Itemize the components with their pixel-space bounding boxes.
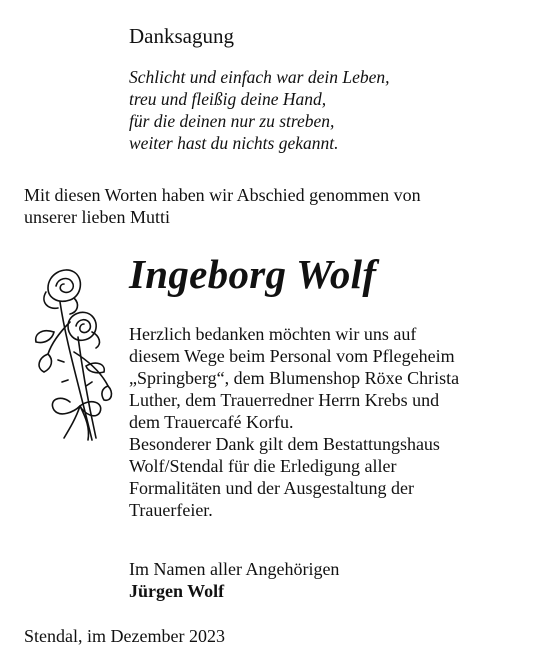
poem-line: treu und fleißig deine Hand, [129, 89, 327, 109]
thanks-line: Trauerfeier. [129, 500, 213, 520]
intro-text [24, 184, 534, 228]
poem-line: für die deinen nur zu streben, [129, 111, 335, 131]
place-date: Stendal, im Dezember 2023 [24, 626, 225, 646]
thanks-line: dem Trauercafé Korfu. [129, 412, 294, 432]
poem-line: Schlicht und einfach war dein Leben, [129, 67, 390, 87]
thanks-line: diesem Wege beim Personal vom Pflegeheim [129, 346, 455, 366]
signature: Jürgen Wolf [129, 581, 225, 601]
thanks-line: Wolf/Stendal für die Erledigung aller [129, 456, 397, 476]
poem-line: weiter hast du nichts gekannt. [129, 133, 339, 153]
heading: Danksagung [129, 24, 234, 48]
poem [129, 66, 390, 154]
thanks-line: Formalitäten und der Ausgestaltung der [129, 478, 414, 498]
thanks-text [129, 323, 529, 521]
closing-block [129, 558, 339, 602]
closing-line: Im Namen aller Angehörigen [129, 559, 340, 579]
intro-line: unserer lieben Mutti [24, 207, 170, 227]
thanks-line: Besonderer Dank gilt dem Bestattungshaus [129, 434, 440, 454]
deceased-name: Ingeborg Wolf [129, 251, 377, 297]
thanks-line: Luther, dem Trauerredner Herrn Krebs und [129, 390, 440, 410]
rose-icon [30, 262, 116, 444]
thanks-line: Herzlich bedanken möchten wir uns auf [129, 324, 417, 344]
intro-line: Mit diesen Worten haben wir Abschied genommen von [24, 185, 421, 205]
thanks-line: „Springberg“, dem Blumenshop Röxe Christa [129, 368, 460, 388]
